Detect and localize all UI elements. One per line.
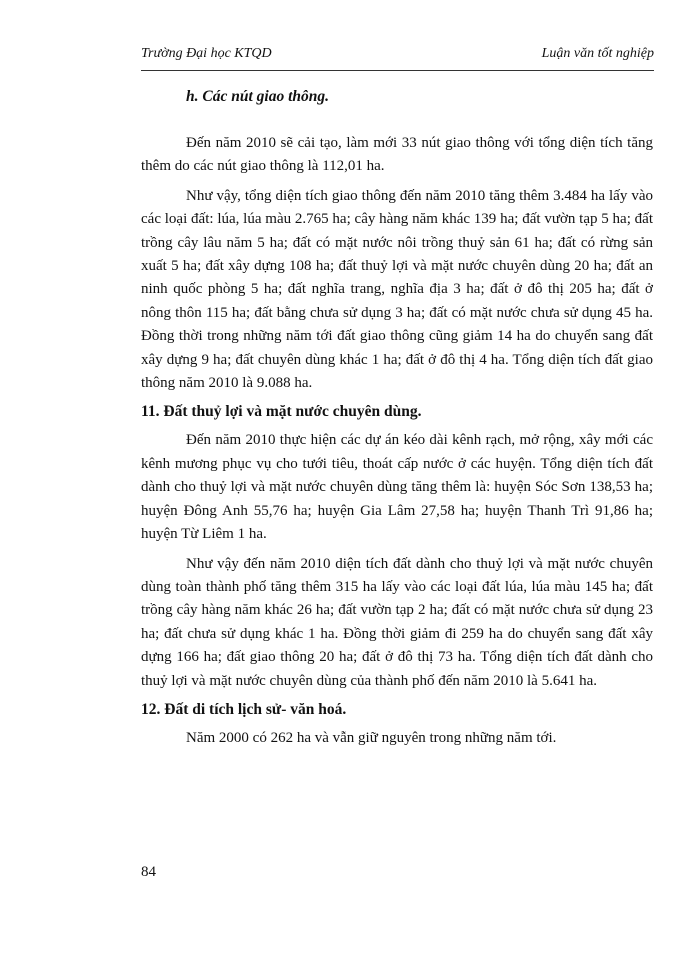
header-doc-type: Luận văn tốt nghiệp [541,46,654,61]
paragraph: Đến năm 2010 sẽ cải tạo, làm mới 33 nút giao thông với tổng diện tích tăng thêm do các nút giao thông là 112,01 ha. [141,135,653,175]
page-content [141,86,653,750]
paragraph: Năm 2000 có 262 ha và vẫn giữ nguyên trong những năm tới. [186,729,557,746]
paragraph: Như vậy, tổng diện tích giao thông đến năm 2010 tăng thêm 3.484 ha lấy vào các loại đất: lúa, lúa màu 2.765 ha; cây hàng năm khác 139 ha; đất vườn tạp 5 ha; đất trồng cây lâu năm 5 ha; đất có mặt nước nôi trồng thuỷ sản 61 ha; đất có rừng sản xuất 5 ha; đất xây dựng 108 ha; đất thuỷ lợi và mặt nước chuyên dùng 20 ha; đất an ninh quốc phòng 5 ha; đất nghĩa trang, nghĩa địa 3 ha; đất ở đô thị 205 ha; đất ở nông thôn 115 ha; đất bằng chưa sử dụng 3 ha; đất có mặt nước chưa sử dụng 45 ha. Đồng thời trong những năm tới đất giao thông cũng giảm 14 ha do chuyển sang đất xây dựng 9 ha; đất chuyên dùng khác 1 ha; đất ở đô thị 4 ha. Tổng diện tích đất giao thông năm 2010 là 9.088 ha. [141,187,653,392]
page-number: 84 [141,864,156,880]
section-11-title: 11. Đất thuỷ lợi và mặt nước chuyên dùng. [141,403,422,421]
header-rule [141,70,654,71]
section-h-title: h. Các nút giao thông. [186,88,329,105]
section-12-title: 12. Đất di tích lịch sử- văn hoá. [141,700,347,718]
page-header [141,46,654,68]
paragraph: Đến năm 2010 thực hiện các dự án kéo dài kênh rạch, mở rộng, xây mới các kênh mương phục vụ cho tưới tiêu, thoát cấp nước ở các huyện. Tổng diện tích đất dành cho thuỷ lợi và mặt nước chuyên dùng tăng thêm là: huyện Sóc Sơn 138,53 ha; huyện Đông Anh 55,76 ha; huyện Gia Lâm 27,58 ha; huyện Thanh Trì 91,86 ha; huyện Từ Liêm 1 ha. [141,432,653,543]
paragraph: Như vậy đến năm 2010 diện tích đất dành cho thuỷ lợi và mặt nước chuyên dùng toàn thành phố tăng thêm 315 ha lấy vào các loại đất lúa, lúa màu 145 ha; đất trồng cây hàng năm khác 26 ha; đất vườn tạp 2 ha; đất có mặt nước chưa sử dụng 23 ha; đất chưa sử dụng khác 1 ha. Đồng thời giảm đi 259 ha do chuyển sang đất xây dựng 166 ha; đất giao thông 20 ha; đất ở đô thị 73 ha. Tổng diện tích đất dành cho thuỷ lợi và mặt nước chuyên dùng của thành phố đến năm 2010 là 5.641 ha. [141,555,653,689]
header-institution: Trường Đại học KTQD [141,46,272,61]
